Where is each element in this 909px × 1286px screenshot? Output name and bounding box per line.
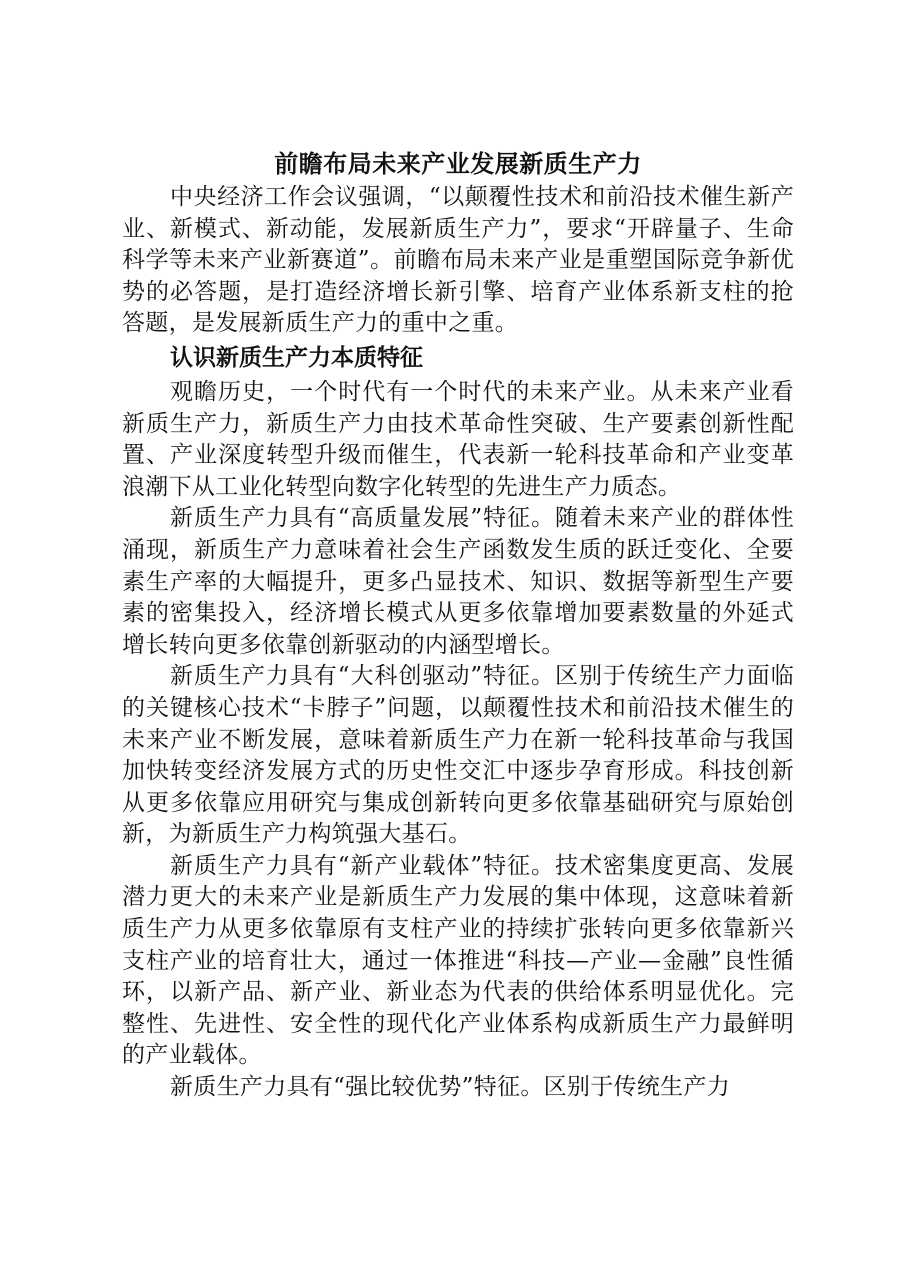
paragraph-innovation: 新质生产力具有“大科创驱动”特征。区别于传统生产力面临的关键核心技术“卡脖子”问题，以颠覆性技术和前沿技术催生的未来产业不断发展，意味着新质生产力在新一轮科技革命与我国加快转变经济发展方式的历史性交汇中逐步孕育形成。科技创新从更多依靠应用研究与集成创新转向更多依靠基础研究与原始创新，为新质生产力构筑强大基石。 — [122, 663, 794, 848]
paragraph-history: 观瞻历史，一个时代有一个时代的未来产业。从未来产业看新质生产力，新质生产力由技术革命性突破、生产要素创新性配置、产业深度转型升级而催生，代表新一轮科技革命和产业变革浪潮下从工业化转型向数字化转型的先进生产力质态。 — [122, 378, 794, 500]
intro-paragraph: 中央经济工作会议强调，“以颠覆性技术和前沿技术催生新产业、新模式、新动能，发展新质生产力”，要求“开辟量子、生命科学等未来产业新赛道”。前瞻布局未来产业是重塑国际竞争新优势的必答题，是打造经济增长新引擎、培育产业体系新支柱的抢答题，是发展新质生产力的重中之重。 — [122, 184, 794, 337]
section-heading: 认识新质生产力本质特征 — [170, 344, 423, 371]
paragraph-high-quality: 新质生产力具有“高质量发展”特征。随着未来产业的群体性涌现，新质生产力意味着社会生产函数发生质的跃迁变化、全要素生产率的大幅提升，更多凸显技术、知识、数据等新型生产要素的密集投入，经济增长模式从更多依靠增加要素数量的外延式增长转向更多依靠创新驱动的内涵型增长。 — [122, 505, 794, 658]
document-title: 前瞻布局未来产业发展新质生产力 — [274, 149, 642, 178]
paragraph-industry-carrier: 新质生产力具有“新产业载体”特征。技术密集度更高、发展潜力更大的未来产业是新质生产力发展的集中体现，这意味着新质生产力从更多依靠原有支柱产业的持续扩张转向更多依靠新兴支柱产业的培育壮大，通过一体推进“科技—产业—金融”良性循环，以新产品、新产业、新业态为代表的供给体系明显优化。完整性、先进性、安全性的现代化产业体系构成新质生产力最鲜明的产业载体。 — [122, 852, 794, 1069]
paragraph-comparative-advantage: 新质生产力具有“强比较优势”特征。区别于传统生产力 — [170, 1074, 731, 1101]
document-body — [122, 145, 794, 1104]
